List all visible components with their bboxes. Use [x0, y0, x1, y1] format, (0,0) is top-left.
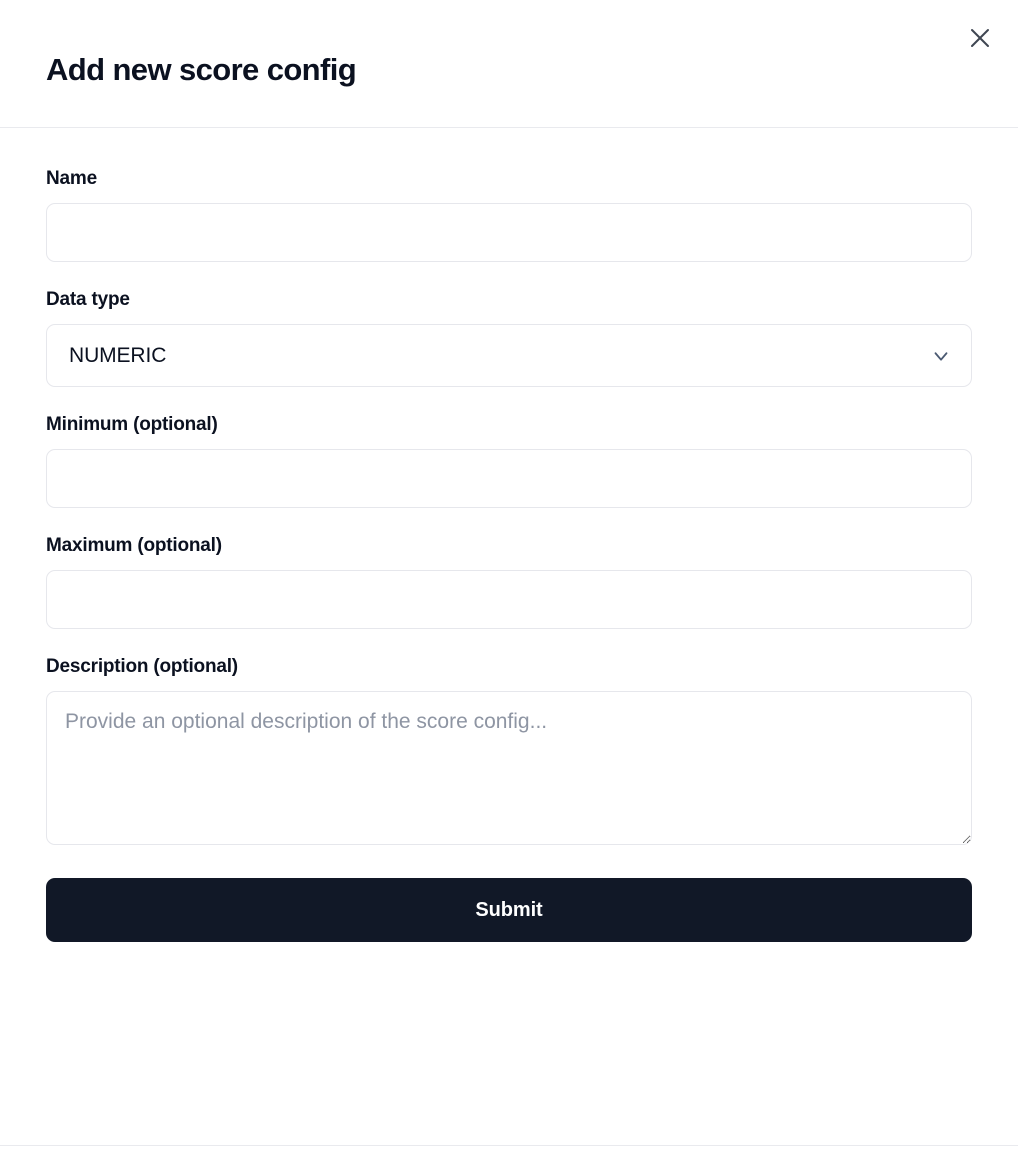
name-label: Name — [46, 168, 97, 189]
dialog-footer-divider — [0, 1145, 1018, 1146]
name-input[interactable] — [46, 203, 972, 262]
data-type-label: Data type — [46, 289, 130, 310]
field-name — [46, 168, 972, 262]
field-data-type — [46, 289, 972, 387]
description-label: Description (optional) — [46, 656, 238, 677]
submit-button[interactable]: Submit — [46, 878, 972, 942]
field-minimum — [46, 414, 972, 508]
dialog-header — [0, 0, 1018, 128]
maximum-input[interactable] — [46, 570, 972, 629]
dialog-body — [0, 128, 1018, 1164]
data-type-selected-value: NUMERIC — [69, 343, 167, 367]
minimum-label: Minimum (optional) — [46, 414, 218, 435]
close-icon[interactable] — [964, 22, 996, 54]
page-title: Add new score config — [46, 52, 357, 87]
chevron-down-icon — [930, 345, 952, 367]
description-textarea[interactable] — [46, 691, 972, 845]
field-maximum — [46, 535, 972, 629]
minimum-input[interactable] — [46, 449, 972, 508]
maximum-label: Maximum (optional) — [46, 535, 222, 556]
data-type-select[interactable] — [46, 324, 972, 387]
field-description — [46, 656, 972, 845]
data-type-select-control[interactable] — [46, 324, 972, 387]
